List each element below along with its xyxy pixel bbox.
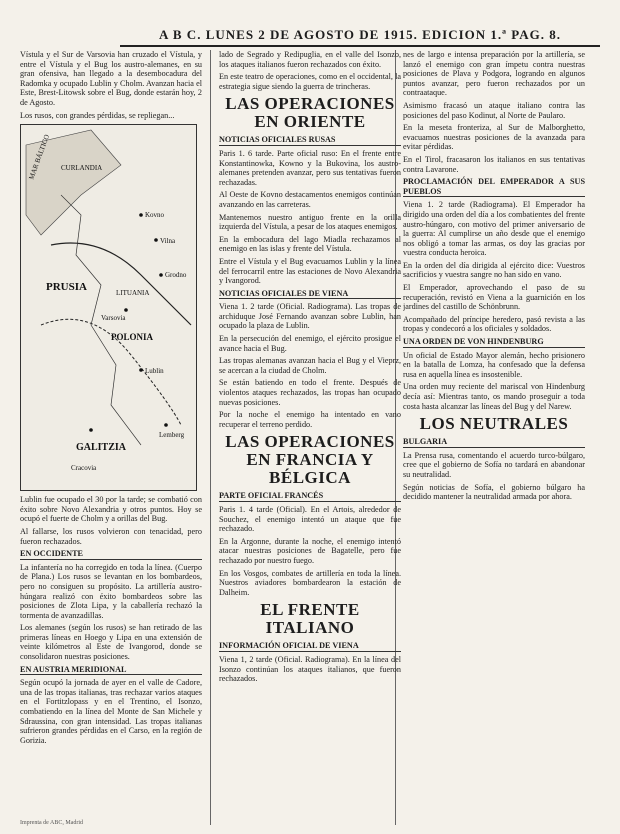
paragraph: Según ocupó la jornada de ayer en el valle de Cadore, una de las tropas italianas, tras rechazar varios ataques en el Fortitzlopass y en el Trentino, el Isonzo, combatiendo en la línea del Monte de San Michele y Sdraussina, con gran intensidad. Las tropas italianas sufrieron grandes pérdidas en el Carso, en la región de Gorizia.: [20, 678, 202, 745]
paragraph: Viena 1. 2 tarde (Oficial. Radiograma). Las tropas de archiduque José Fernando avanzan sobre Lublin, han ocupado la plaza de Lublin.: [219, 302, 401, 331]
city-dot: [154, 238, 158, 242]
map-label: GALITZIA: [76, 442, 127, 454]
section-subheading: UNA ORDEN DE VON HINDENBURG: [403, 337, 585, 348]
paragraph: Lublin fue ocupado el 30 por la tarde; se combatió con éxito sobre Novo Alexandria y otros puntos. Hoy se ocupó el fuerte de Cholm y a orillas del Bug.: [20, 495, 202, 524]
paragraph: Viena 1. 2 tarde (Radiograma). El Emperador ha dirigido una orden del día a los combatientes del frente austro-húngaro, con motivo del primer aniversario de la guerra: Al cumplirse un año desde que el enemigo nos obligó a tomar las armas, os doy las gracias por vuestra conducta heroica.: [403, 200, 585, 258]
city-dot: [139, 213, 143, 217]
paragraph: nes de largo e intensa preparación por la artillería, se lanzó el enemigo con gran ímpetu contra nuestras posiciones de Plava y Podgora, logrando en algunos puntos avanzar, pero fueron rechazados por un contraataque.: [403, 50, 585, 98]
paragraph: Mantenemos nuestro antiguo frente en la orilla izquierda del Vístula, a pesar de los ataques enemigos.: [219, 212, 401, 232]
paragraph: En la embocadura del lago Miadla rechazamos al enemigo en las islas y frente del Vístula.: [219, 234, 401, 254]
section-subheading: NOTICIAS OFICIALES RUSAS: [219, 135, 401, 146]
paragraph: Paris 1. 4 tarde (Oficial). En el Artois, alrededor de Souchez, el enemigo intentó un ataque que fue rechazado.: [219, 505, 401, 534]
paragraph: La infantería no ha corregido en toda la línea. (Cuerpo de Plana.) Los rusos se levantan en los bombardeos, pero no consiguen su propósito. La artillería austro-húngara realizó con éxito bombardeos sobre las posiciones de Zlota Lipa, y la caballería rechazó la tormenta de avanzadillas.: [20, 562, 202, 620]
section-subheading: PARTE OFICIAL FRANCÉS: [219, 491, 401, 502]
paragraph: El Emperador, aprovechando el paso de su recuperación, revistó en Viena a la guarnición en los jardines del castillo de Schönbrunn.: [403, 283, 585, 312]
paragraph: En la Argonne, durante la noche, el enemigo intentó atacar nuestras posiciones de Bagatelle, pero fue rechazado por nuestro fuego.: [219, 536, 401, 565]
column-3: [403, 50, 585, 830]
section-headline: LAS OPERACIONES EN FRANCIA Y BÉLGICA: [225, 432, 395, 488]
page-footer: Imprenta de ABC, Madrid: [20, 820, 83, 826]
paragraph: Entre el Vístula y el Bug evacuamos Lublin y la línea del ferrocarril entre las estaciones de Novo Alexandria y Ivangorod.: [219, 256, 401, 286]
city-dot: [159, 273, 163, 277]
paragraph: Se están batiendo en todo el frente. Después de violentos ataques rechazados, las tropas han ocupado nuevas posiciones.: [219, 378, 401, 407]
paragraph: En los Vosgos, combates de artillería en toda la línea. Nuestros aviadores bombardearon la estación de Dalheim.: [219, 568, 401, 597]
paragraph: Asimismo fracasó un ataque italiano contra las posiciones del paso Kodinut, al Norte de Paularo.: [403, 100, 585, 120]
paragraph: Viena 1, 2 tarde (Oficial. Radiograma). En la línea del Isonzo continúan los ataques italianos, que fueron rechazados.: [219, 654, 401, 684]
section-subheading: BULGARIA: [403, 437, 585, 448]
paragraph: Al fallarse, los rusos volvieron con tenacidad, pero fueron rechazados.: [20, 526, 202, 546]
map-label: POLONIA: [111, 332, 154, 343]
map-label: Varsovia: [101, 314, 126, 323]
paragraph: En la meseta fronteriza, al Sur de Malborghetto, evacuamos nuestras posiciones de la avanzada para evitar pérdidas.: [403, 123, 585, 152]
paragraph: Una orden muy reciente del mariscal von Hindenburg decía así: Mientras tanto, os mando proseguir a toda costa hasta alcanzar las líneas del Bug y del Narew.: [403, 382, 585, 411]
paragraph: Paris 1. 6 tarde. Parte oficial ruso: En el frente entre Konstantinowka, Kowno y la Bukovina, los austro-alemanes pretenden avanzar, pero sus tentativas fueron rechazadas.: [219, 148, 401, 187]
paragraph: En este teatro de operaciones, como en el occidental, la estrategia sigue siendo la guerra de trincheras.: [219, 72, 401, 91]
paragraph: Vístula y el Sur de Varsovia han cruzado el Vístula, y entre el Vístula y el Bug los austro-alemanes, en su gran ofensiva, han llegado a la desembocadura del Radomka y ocupado Lublin y Cholm. Avanzan hacia el Este, Brest-Litowsk sobre el Bug, donde estarán hoy, 2 de Agosto.: [20, 50, 202, 107]
paragraph: En la persecución del enemigo, el ejército prosigue el avance hacia el Bug.: [219, 334, 401, 353]
map-label: Lublin: [145, 367, 164, 376]
map-label: MAR BÁLTICO: [27, 133, 52, 181]
paragraph: Al Oeste de Kovno destacamentos enemigos continúan avanzando en las carreteras.: [219, 190, 401, 209]
paragraph: Las tropas alemanas avanzan hacia el Bug y el Vieprz, se acercan a la ciudad de Cholm.: [219, 356, 401, 375]
paragraph: Un oficial de Estado Mayor alemán, hecho prisionero en la batalla de Lomza, ha confesado que la defensa rusa en aquella línea es insostenible.: [403, 350, 585, 379]
section-subheading: PROCLAMACIÓN DEL EMPERADOR A SUS PUEBLOS: [403, 177, 585, 196]
section-subheading: INFORMACIÓN OFICIAL DE VIENA: [219, 641, 401, 652]
section-subheading: EN AUSTRIA MERIDIONAL: [20, 665, 202, 676]
city-dot: [89, 428, 93, 432]
section-headline: LOS NEUTRALES: [419, 414, 569, 434]
map-label: CURLANDIA: [61, 164, 103, 173]
map-label: PRUSIA: [46, 281, 87, 294]
map-label: LITUANIA: [116, 289, 150, 298]
map-label: Kovno: [145, 211, 165, 220]
paragraph: En la orden del día dirigida al ejército dice: Vuestros sacrificios y vuestra sangre no han sido en vano.: [403, 260, 585, 280]
section-subheading: EN OCCIDENTE: [20, 549, 202, 560]
map-label: Cracovia: [71, 464, 97, 473]
paragraph: En el Tirol, fracasaron los italianos en sus tentativas contra Lavarone.: [403, 154, 585, 174]
column-1: [20, 50, 202, 830]
section-headline: LAS OPERACIONES EN ORIENTE: [225, 94, 395, 132]
paragraph: Acompañado del príncipe heredero, pasó revista a las tropas y condecoró a los oficiales y soldados.: [403, 314, 585, 334]
section-headline: EL FRENTE ITALIANO: [260, 600, 360, 638]
section-subheading: NOTICIAS OFICIALES DE VIENA: [219, 289, 401, 300]
paragraph: Según noticias de Sofía, el gobierno búlgaro ha decidido mantener la neutralidad armada por ahora.: [403, 482, 585, 502]
page-header: A B C. LUNES 2 DE AGOSTO DE 1915. EDICION 1.ª PAG. 8.: [120, 19, 600, 47]
paragraph: Los alemanes (según los rusos) se han retirado de las primeras líneas en Hoego y Lipa en una extensión de veinte kilómetros al Este de Ivangorod, donde se consolidaron nuestras posiciones.: [20, 623, 202, 662]
map-label: Vilna: [160, 237, 176, 246]
city-dot: [139, 368, 143, 372]
map-label: Grodno: [165, 271, 187, 280]
paragraph: Por la noche el enemigo ha intentado en vano recuperar el terreno perdido.: [219, 410, 401, 429]
column-2: [219, 50, 401, 830]
paragraph: Los rusos, con grandes pérdidas, se repliegan...: [20, 110, 175, 120]
paragraph: lado de Segrado y Redipuglia, en el valle del Isonzo, los ataques italianos fueron rechazados con éxito.: [219, 50, 401, 69]
paragraph: La Prensa rusa, comentando el acuerdo turco-búlgaro, cree que el gobierno de Sofía no tardará en abandonar su neutralidad.: [403, 450, 585, 479]
city-dot: [164, 423, 168, 427]
map-label: Lemberg: [159, 431, 185, 440]
column-rule: [210, 50, 211, 825]
eastern-front-map: [20, 124, 197, 491]
city-dot: [124, 308, 128, 312]
